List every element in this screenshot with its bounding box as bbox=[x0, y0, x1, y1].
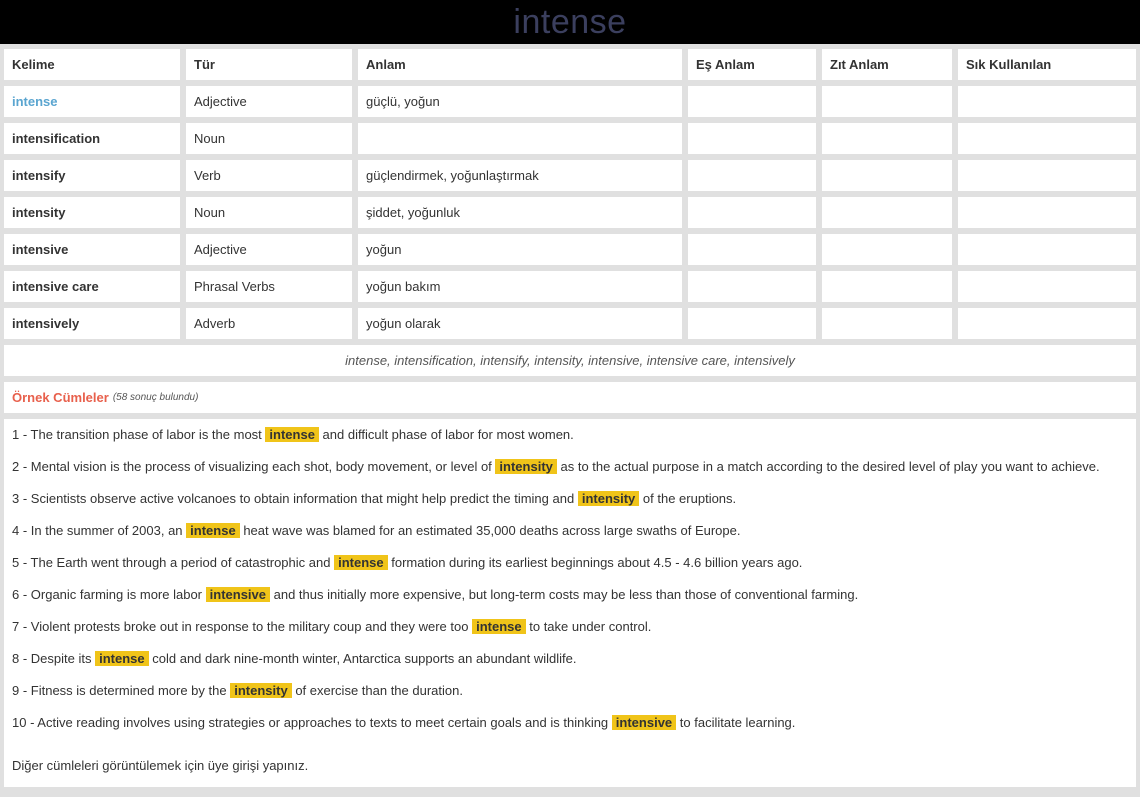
sentence-text: to facilitate learning. bbox=[679, 715, 796, 730]
word-antonym bbox=[822, 123, 958, 160]
sentence-text: heat wave was blamed for an estimated 35,000 deaths across large swaths of Europe. bbox=[243, 523, 741, 538]
word-synonym bbox=[688, 234, 822, 271]
highlighted-word: intense bbox=[472, 619, 526, 634]
word-type: Noun bbox=[186, 197, 358, 234]
word-family-summary: intense, intensification, intensify, intensity, intensive, intensive care, intensively bbox=[4, 345, 1136, 376]
word-meaning: yoğun bbox=[358, 234, 688, 271]
highlighted-word: intensity bbox=[230, 683, 291, 698]
example-sentences bbox=[4, 419, 1136, 787]
sentence-text: formation during its earliest beginnings about 4.5 - 4.6 billion years ago. bbox=[391, 555, 803, 570]
column-header-antonym: Zıt Anlam bbox=[822, 49, 958, 86]
word-common bbox=[958, 234, 1136, 271]
highlighted-word: intensive bbox=[206, 587, 270, 602]
word-meaning bbox=[358, 123, 688, 160]
word-synonym bbox=[688, 308, 822, 345]
word-meaning: yoğun olarak bbox=[358, 308, 688, 345]
word-antonym bbox=[822, 160, 958, 197]
highlighted-word: intense bbox=[334, 555, 388, 570]
word-type: Verb bbox=[186, 160, 358, 197]
sentence-text: to take under control. bbox=[529, 619, 652, 634]
sentence-text: as to the actual purpose in a match according to the desired level of play you want to achieve. bbox=[560, 459, 1100, 474]
column-header-synonym: Eş Anlam bbox=[688, 49, 822, 86]
word-meaning: güçlü, yoğun bbox=[358, 86, 688, 123]
word-type: Adjective bbox=[186, 86, 358, 123]
highlighted-word: intensive bbox=[612, 715, 676, 730]
sentence-text: 2 - Mental vision is the process of visualizing each shot, body movement, or level of bbox=[12, 459, 492, 474]
word-table bbox=[4, 49, 1136, 345]
word-common bbox=[958, 271, 1136, 308]
title-bar bbox=[0, 0, 1140, 44]
word-common bbox=[958, 160, 1136, 197]
example-sentence bbox=[12, 488, 1136, 520]
word-meaning: güçlendirmek, yoğunlaştırmak bbox=[358, 160, 688, 197]
sentence-text: of exercise than the duration. bbox=[295, 683, 463, 698]
word-synonym bbox=[688, 86, 822, 123]
table-row bbox=[4, 197, 1136, 234]
example-sentence bbox=[12, 648, 1136, 680]
word-link[interactable]: intensive care bbox=[4, 271, 186, 308]
table-row bbox=[4, 160, 1136, 197]
word-synonym bbox=[688, 123, 822, 160]
word-common bbox=[958, 197, 1136, 234]
sentence-text: 6 - Organic farming is more labor bbox=[12, 587, 203, 602]
word-common bbox=[958, 123, 1136, 160]
sentence-text: and difficult phase of labor for most women. bbox=[322, 427, 574, 442]
example-sentence bbox=[12, 552, 1136, 584]
word-link[interactable]: intensively bbox=[4, 308, 186, 345]
column-header-type: Tür bbox=[186, 49, 358, 86]
sentence-text: 8 - Despite its bbox=[12, 651, 92, 666]
login-prompt: Diğer cümleleri görüntülemek için üye girişi yapınız. bbox=[12, 758, 309, 773]
word-antonym bbox=[822, 86, 958, 123]
word-type: Phrasal Verbs bbox=[186, 271, 358, 308]
table-header-row bbox=[4, 49, 1136, 86]
sentence-text: 5 - The Earth went through a period of catastrophic and bbox=[12, 555, 331, 570]
sentence-text: 9 - Fitness is determined more by the bbox=[12, 683, 227, 698]
word-meaning: yoğun bakım bbox=[358, 271, 688, 308]
word-antonym bbox=[822, 308, 958, 345]
example-sentence bbox=[12, 520, 1136, 552]
highlighted-word: intense bbox=[265, 427, 319, 442]
example-sentence bbox=[12, 712, 1136, 744]
table-row bbox=[4, 271, 1136, 308]
word-common bbox=[958, 308, 1136, 345]
example-sentence bbox=[12, 616, 1136, 648]
word-common bbox=[958, 86, 1136, 123]
example-sentence bbox=[12, 584, 1136, 616]
highlighted-word: intense bbox=[186, 523, 240, 538]
word-link[interactable]: intensity bbox=[4, 197, 186, 234]
highlighted-word: intensity bbox=[578, 491, 639, 506]
word-link[interactable]: intensive bbox=[4, 234, 186, 271]
word-type: Adjective bbox=[186, 234, 358, 271]
example-sentence bbox=[12, 680, 1136, 712]
highlighted-word: intense bbox=[95, 651, 149, 666]
examples-header bbox=[4, 382, 1136, 413]
table-row bbox=[4, 234, 1136, 271]
word-antonym bbox=[822, 234, 958, 271]
word-type: Noun bbox=[186, 123, 358, 160]
page-title: intense bbox=[513, 2, 627, 41]
word-synonym bbox=[688, 197, 822, 234]
sentence-text: 4 - In the summer of 2003, an bbox=[12, 523, 183, 538]
sentence-text: 7 - Violent protests broke out in response to the military coup and they were too bbox=[12, 619, 469, 634]
word-type: Adverb bbox=[186, 308, 358, 345]
word-synonym bbox=[688, 160, 822, 197]
sentence-text: cold and dark nine-month winter, Antarctica supports an abundant wildlife. bbox=[152, 651, 577, 666]
table-row bbox=[4, 308, 1136, 345]
sentence-text: and thus initially more expensive, but long-term costs may be less than those of conventional farming. bbox=[273, 587, 859, 602]
word-antonym bbox=[822, 197, 958, 234]
sentence-text: 3 - Scientists observe active volcanoes to obtain information that might help predict the timing and bbox=[12, 491, 575, 506]
word-link[interactable]: intense bbox=[4, 86, 186, 123]
word-link[interactable]: intensification bbox=[4, 123, 186, 160]
word-link[interactable]: intensify bbox=[4, 160, 186, 197]
sentence-text: 1 - The transition phase of labor is the most bbox=[12, 427, 262, 442]
examples-label: Örnek Cümleler bbox=[12, 390, 109, 405]
column-header-word: Kelime bbox=[4, 49, 186, 86]
column-header-common: Sık Kullanılan bbox=[958, 49, 1136, 86]
column-header-meaning: Anlam bbox=[358, 49, 688, 86]
word-meaning: şiddet, yoğunluk bbox=[358, 197, 688, 234]
word-antonym bbox=[822, 271, 958, 308]
example-sentence bbox=[12, 424, 1136, 456]
table-row bbox=[4, 86, 1136, 123]
examples-count: (58 sonuç bulundu) bbox=[112, 392, 199, 403]
table-row bbox=[4, 123, 1136, 160]
sentence-text: 10 - Active reading involves using strategies or approaches to texts to meet certain goals and is thinking bbox=[12, 715, 609, 730]
sentence-text: of the eruptions. bbox=[642, 491, 737, 506]
highlighted-word: intensity bbox=[495, 459, 556, 474]
example-sentence bbox=[12, 456, 1136, 488]
word-synonym bbox=[688, 271, 822, 308]
word-table-container bbox=[0, 44, 1140, 345]
